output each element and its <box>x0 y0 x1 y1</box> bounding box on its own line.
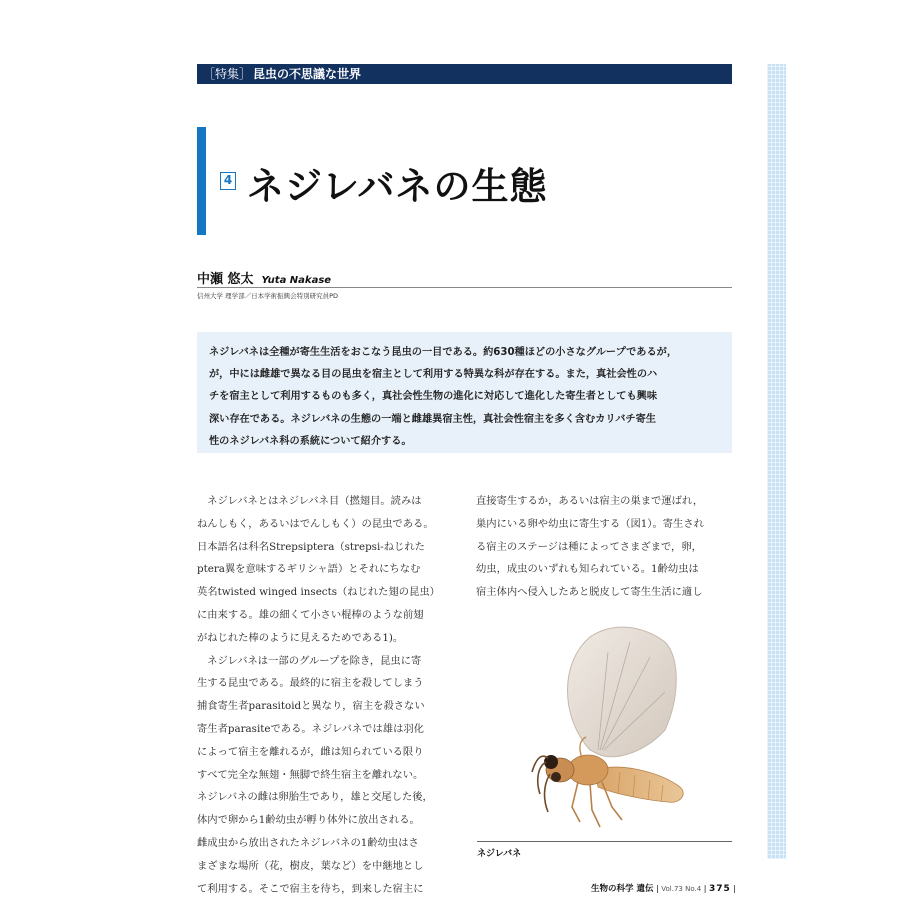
figure-caption: ネジレバネ <box>477 849 522 859</box>
author-affiliation: 信州大学 理学部／日本学術振興会特別研究員PD <box>197 292 338 300</box>
insect-hindwing <box>568 627 677 757</box>
journal-name: 生物の科学 遺伝 <box>590 884 654 894</box>
abstract-line: 深い存在である。ネジレバネの生態の一端と雌雄異宿主性，真社会性宿主を多く含むカリバチ寄生 <box>209 413 656 425</box>
abstract-line: 性のネジレバネ科の系統について紹介する。 <box>209 435 412 447</box>
body-line: まざまな場所（花，樹皮，葉など）を中継地とし <box>197 859 424 872</box>
body-line: る宿主のステージは種によってさまざまで，卵， <box>476 540 702 553</box>
title-accent-bar <box>197 127 206 235</box>
author-line <box>197 268 732 288</box>
author-name-jp: 中瀬 悠太 <box>197 272 254 287</box>
side-margin-strip <box>767 64 786 859</box>
body-line: 日本語名は科名Strepsiptera（strepsi-ねじれた <box>197 540 425 553</box>
body-line: ptera翼を意味するギリシャ語）とそれにちなむ <box>197 563 421 576</box>
body-line: 宿主体内へ侵入したあと脱皮して寄生生活に適し <box>476 586 703 599</box>
abstract-line: ネジレバネは全種が寄生生活をおこなう昆虫の一目である。約630種ほどの小さなグループであるが， <box>209 347 678 358</box>
body-line: がねじれた棒のように見えるためである1)。 <box>197 631 404 644</box>
page-number: 375 <box>708 884 731 894</box>
body-line: ねんしもく，あるいはでんしもく）の昆虫である。 <box>197 517 434 530</box>
body-line: 生する昆虫である。最終的に宿主を殺してしまう <box>197 677 424 690</box>
body-line: に由来する。雄の細くて小さい棍棒のような前翅 <box>197 608 424 621</box>
body-column-right <box>476 490 734 604</box>
body-line: て利用する。そこで宿主を待ち，到来した宿主に <box>197 882 424 895</box>
body-line: すべて完全な無翅・無脚で終生宿主を離れない。 <box>197 768 424 781</box>
body-line: 寄生者parasiteである。ネジレバネでは雄は羽化 <box>197 722 424 735</box>
body-line: ネジレバネの雌は卵胎生であり，雄と交尾した後， <box>197 791 433 804</box>
body-line: 巣内にいる卵や幼虫に寄生する（図1）。寄生され <box>476 517 704 530</box>
feature-series-title: 昆虫の不思議な世界 <box>253 67 362 81</box>
abstract-line: が，中には雌雄で異なる目の昆虫を宿主として利用する特異な科が存在する。また，真社会性のハ <box>209 369 658 381</box>
abstract-box <box>197 332 732 453</box>
journal-volume: Vol.73 No.4 <box>661 885 702 893</box>
author-name-en: Yuta Nakase <box>261 275 332 286</box>
page-footer: 生物の科学 遺伝 | Vol.73 No.4 | 375 | <box>590 884 736 894</box>
body-column-left <box>197 490 465 900</box>
feature-banner <box>197 64 732 84</box>
body-line: 雌成虫から放出されたネジレバネの1齢幼虫はさ <box>197 836 419 849</box>
strepsiptera-figure <box>520 622 720 834</box>
feature-tag: ［特集］ <box>203 67 252 81</box>
body-line: ネジレバネとはネジレバネ目（撚翅目。読みは <box>197 495 422 507</box>
body-line: 捕食寄生者parasitoidと異なり，宿主を殺さない <box>197 700 425 713</box>
body-line: 幼虫，成虫のいずれも知られている。1齢幼虫は <box>476 563 699 576</box>
body-line: ネジレバネは一部のグループを除き，昆虫に寄 <box>197 654 422 667</box>
figure-caption-rule <box>477 841 732 842</box>
body-line: 英名twisted winged insects（ねじれた翅の昆虫） <box>197 586 440 599</box>
body-line: 体内で卵から1齢幼虫が孵り体外に放出される。 <box>197 814 420 827</box>
article-title: ネジレバネの生態 <box>247 165 548 208</box>
body-line: 直接寄生するか，あるいは宿主の巣まで運ばれ， <box>476 495 704 507</box>
abstract-line: チを宿主として利用するものも多く，真社会性生物の進化に対応して進化した寄生者としても興味 <box>209 391 658 403</box>
article-number: 4 <box>220 172 236 190</box>
body-line: によって宿主を離れるが，雌は知られている限り <box>197 745 424 758</box>
